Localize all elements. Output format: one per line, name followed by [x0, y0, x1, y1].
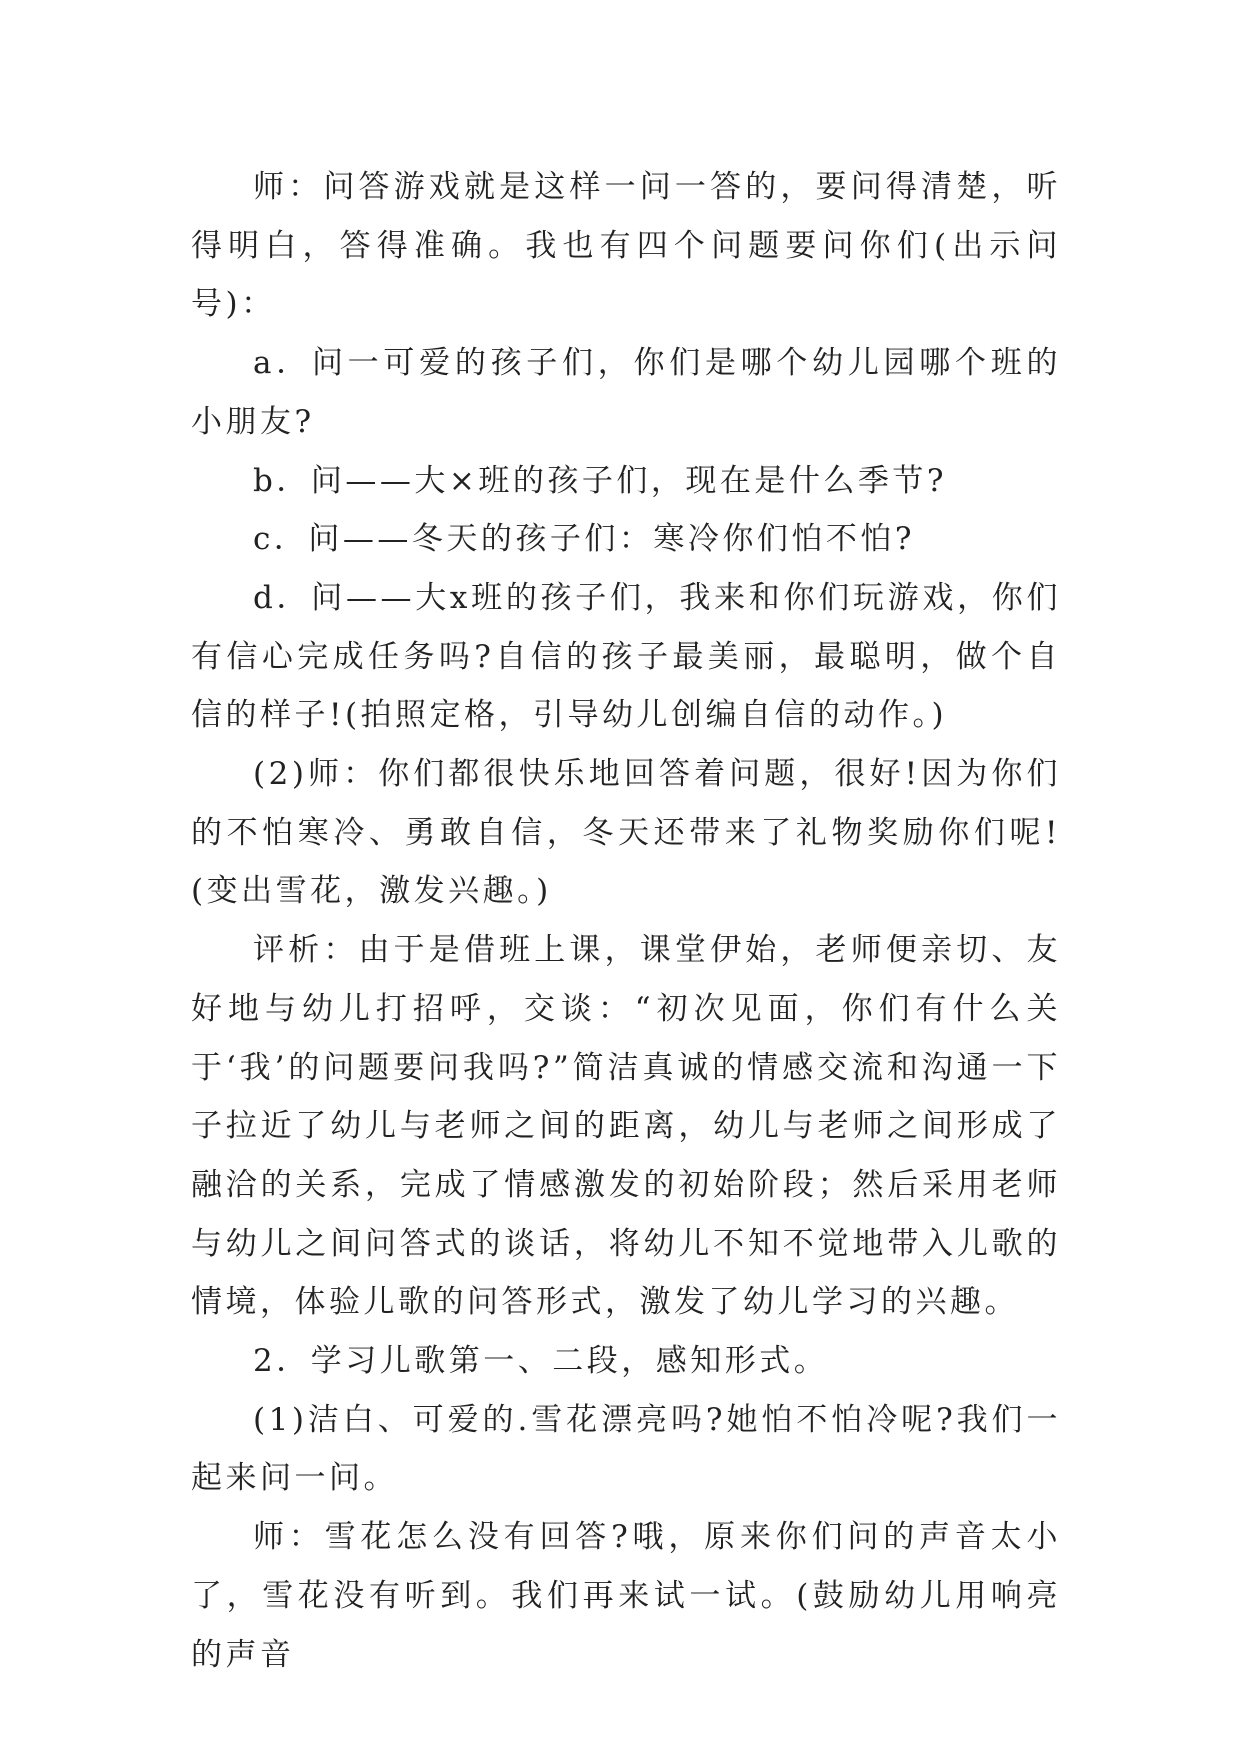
document-body [191, 158, 1061, 1684]
paragraph: (2)师：你们都很快乐地回答着问题，很好!因为你们的不怕寒冷、勇敢自信，冬天还带来了礼物奖励你们呢!(变出雪花，激发兴趣。) [191, 756, 1061, 910]
paragraph: 2．学习儿歌第一、二段，感知形式。 [253, 1343, 829, 1380]
paragraph: b．问——大×班的孩子们，现在是什么季节? [253, 462, 947, 499]
paragraph: 师：问答游戏就是这样一问一答的，要问得清楚，听得明白，答得准确。我也有四个问题要问你们(出示问号)： [191, 169, 1061, 323]
paragraph: d．问——大x班的孩子们，我来和你们玩游戏，你们有信心完成任务吗?自信的孩子最美丽，最聪明，做个自信的样子!(拍照定格，引导幼儿创编自信的动作。) [191, 579, 1061, 734]
paragraph: a．问一可爱的孩子们，你们是哪个幼儿园哪个班的小朋友? [191, 345, 1061, 440]
paragraph: 师：雪花怎么没有回答?哦，原来你们问的声音太小了，雪花没有听到。我们再来试一试。(鼓励幼儿用响亮的声音 [191, 1519, 1061, 1673]
paragraph: 评析：由于是借班上课，课堂伊始，老师便亲切、友好地与幼儿打招呼，交谈：“初次见面，你们有什么关于‘我’的问题要问我吗?”简洁真诚的情感交流和沟通一下子拉近了幼儿与老师之间的距离，幼儿与老师之间形成了融洽的关系，完成了情感激发的初始阶段；然后采用老师与幼儿之间问答式的谈话，将幼儿不知不觉地带入儿歌的情境，体验儿歌的问答形式，激发了幼儿学习的兴趣。 [191, 932, 1061, 1321]
paragraph: (1)洁白、可爱的.雪花漂亮吗?她怕不怕冷呢?我们一起来问一问。 [191, 1401, 1061, 1497]
paragraph: c．问——冬天的孩子们：寒冷你们怕不怕? [253, 521, 915, 558]
